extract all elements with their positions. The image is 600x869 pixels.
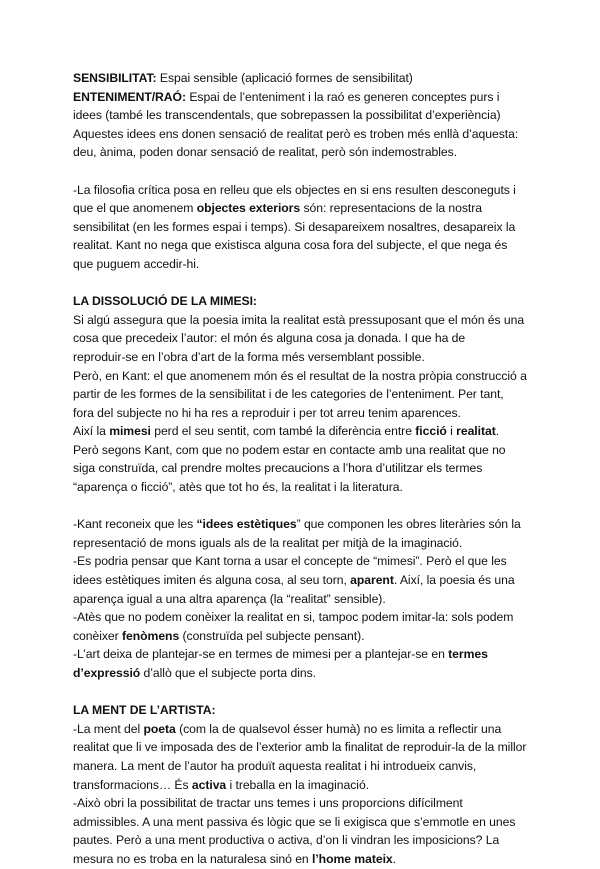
text-line: partir de les formes de la sensibilitat i de les categories de l’enteniment. Per tant, xyxy=(73,387,504,402)
text-line: d’expressió d’allò que el subjecte porta dins. xyxy=(73,666,316,680)
text-line: -Atès que no podem conèixer la realitat en si, tampoc podem imitar-la: sols podem xyxy=(73,610,514,625)
text-line: idees estètiques imiten és alguna cosa, al seu torn, aparent. Així, la poesia és una xyxy=(73,573,515,588)
paragraph-gap xyxy=(73,274,543,293)
term-activa: activa xyxy=(191,777,227,792)
text-line: manera. La ment de l’autor ha produït aquesta realitat i hi introdueix canvis, xyxy=(73,758,477,773)
text-line: -Kant reconeix que les “idees estètiques” que componen les obres literàries són la xyxy=(73,517,521,532)
term-fenomens: fenòmens xyxy=(122,628,180,643)
term-sensibilitat: SENSIBILITAT: xyxy=(73,71,157,85)
text-line: admissibles. A una ment passiva és lògic que se li exigisca que s’emmotle en unes xyxy=(73,814,516,829)
paragraph-gap xyxy=(73,497,543,516)
paragraph-gap xyxy=(73,683,543,702)
text-line: cosa que precedeix l’autor: el món és alguna cosa ja donada. I que ha de xyxy=(73,331,466,346)
text-line: siga construïda, cal prendre moltes precaucions a l’hora d’utilitzar els termes xyxy=(73,461,483,476)
text-line: -Es podria pensar que Kant torna a usar el concepte de “mimesi”. Però el que les xyxy=(73,554,507,569)
text-line: Però segons Kant, com que no podem estar en contacte amb una realitat que no xyxy=(73,442,506,457)
text-line: representació de mons iguals als de la realitat per mitjà de la imaginació. xyxy=(73,535,463,550)
text-line: -Això obri la possibilitat de tractar uns temes i uns proporcions difícilment xyxy=(73,796,463,811)
text-line: reproduir-se en l’obra d’art de la forma més versemblant possible. xyxy=(73,349,425,364)
term-mimesi: mimesi xyxy=(109,424,151,439)
text-line: realitat que li ve imposada des de l’exterior amb la finalitat de reproduir-la de la millor xyxy=(73,740,527,755)
term-ficcio: ficció xyxy=(415,424,447,439)
text-line: fora del subjecte no hi ha res a reproduir i per tot arreu tenim aparences. xyxy=(73,405,461,420)
section-dissolucio-mimesi xyxy=(73,292,543,497)
term-enteniment: ENTENIMENT/RAÓ: xyxy=(73,89,186,104)
text-line: SENSIBILITAT: Espai sensible (aplicació formes de sensibilitat) xyxy=(73,71,413,85)
text-line: deu, ànima, poden donar sensació de realitat, però són indemostrables. xyxy=(73,145,458,160)
term-termes: termes xyxy=(448,647,488,662)
text-line: sensibilitat (en les formes espai i temps). Si desapareixem nosaltres, desapareix la xyxy=(73,219,516,234)
term-idees-estetiques: “idees estètiques xyxy=(196,517,297,532)
section-heading: LA MENT DE L’ARTISTA: xyxy=(73,703,216,718)
text-line: “aparença o ficció”, atès que tot ho és, la realitat i la literatura. xyxy=(73,480,403,495)
text-line: conèixer fenòmens (construïda pel subjecte pensant). xyxy=(73,628,365,643)
term-objectes-exteriors: objectes exteriors xyxy=(196,201,301,216)
term-home-mateix: l’home mateix xyxy=(312,851,393,866)
term-poeta: poeta xyxy=(143,721,176,736)
section-ment-artista xyxy=(73,701,543,868)
text-line: aparença igual a una altra aparença (la “realitat” sensible). xyxy=(73,591,386,606)
section-heading: LA DISSOLUCIÓ DE LA MIMESI: xyxy=(73,294,257,309)
text-line: mesura no es troba en la naturalesa sinó en l’home mateix. xyxy=(73,851,396,866)
text-line: ENTENIMENT/RAÓ: Espai de l’enteniment i la raó es generen conceptes purs i xyxy=(73,89,500,104)
text-line: Així la mimesi perd el seu sentit, com també la diferència entre ficció i realitat. xyxy=(73,424,500,439)
section-idees-estetiques xyxy=(73,515,543,682)
text-line: idees (també les transcendentals, que sobrepassen la possibilitat d’experiència) xyxy=(73,108,501,123)
text-line: que puguem accedir-hi. xyxy=(73,256,200,271)
text-line: Si algú assegura que la poesia imita la realitat està pressuposant que el món és una xyxy=(73,312,525,327)
paragraph-gap xyxy=(73,162,543,181)
text-line: -La filosofia crítica posa en relleu que els objectes en si ens resulten desconeguts i xyxy=(73,182,516,197)
text-line: Aquestes idees ens donen sensació de realitat però es troben més enllà d’aquesta: xyxy=(73,126,519,141)
text-line: Però, en Kant: el que anomenem món és el resultat de la nostra pròpia construcció a xyxy=(73,368,527,383)
term-aparent: aparent xyxy=(350,573,394,588)
term-realitat: realitat xyxy=(456,424,496,439)
text-line: pautes. Però a una ment productiva o activa, d’on li vindran les imposicions? La xyxy=(73,833,500,848)
term-expressio: d’expressió xyxy=(73,666,141,680)
section-sensibilitat xyxy=(73,69,543,162)
text-line: -L’art deixa de plantejar-se en termes de mimesi per a plantejar-se en termes xyxy=(73,647,488,662)
text-line: transformacions… És activa i treballa en la imaginació. xyxy=(73,777,370,792)
text-line: -La ment del poeta (com la de qualsevol ésser humà) no es limita a reflectir una xyxy=(73,721,502,736)
text-line: que el que anomenem objectes exteriors són: representacions de la nostra xyxy=(73,201,483,216)
section-filosofia-critica xyxy=(73,181,543,274)
text-line: realitat. Kant no nega que existisca alguna cosa fora del subjecte, el que nega és xyxy=(73,238,508,253)
page-body xyxy=(73,69,543,869)
